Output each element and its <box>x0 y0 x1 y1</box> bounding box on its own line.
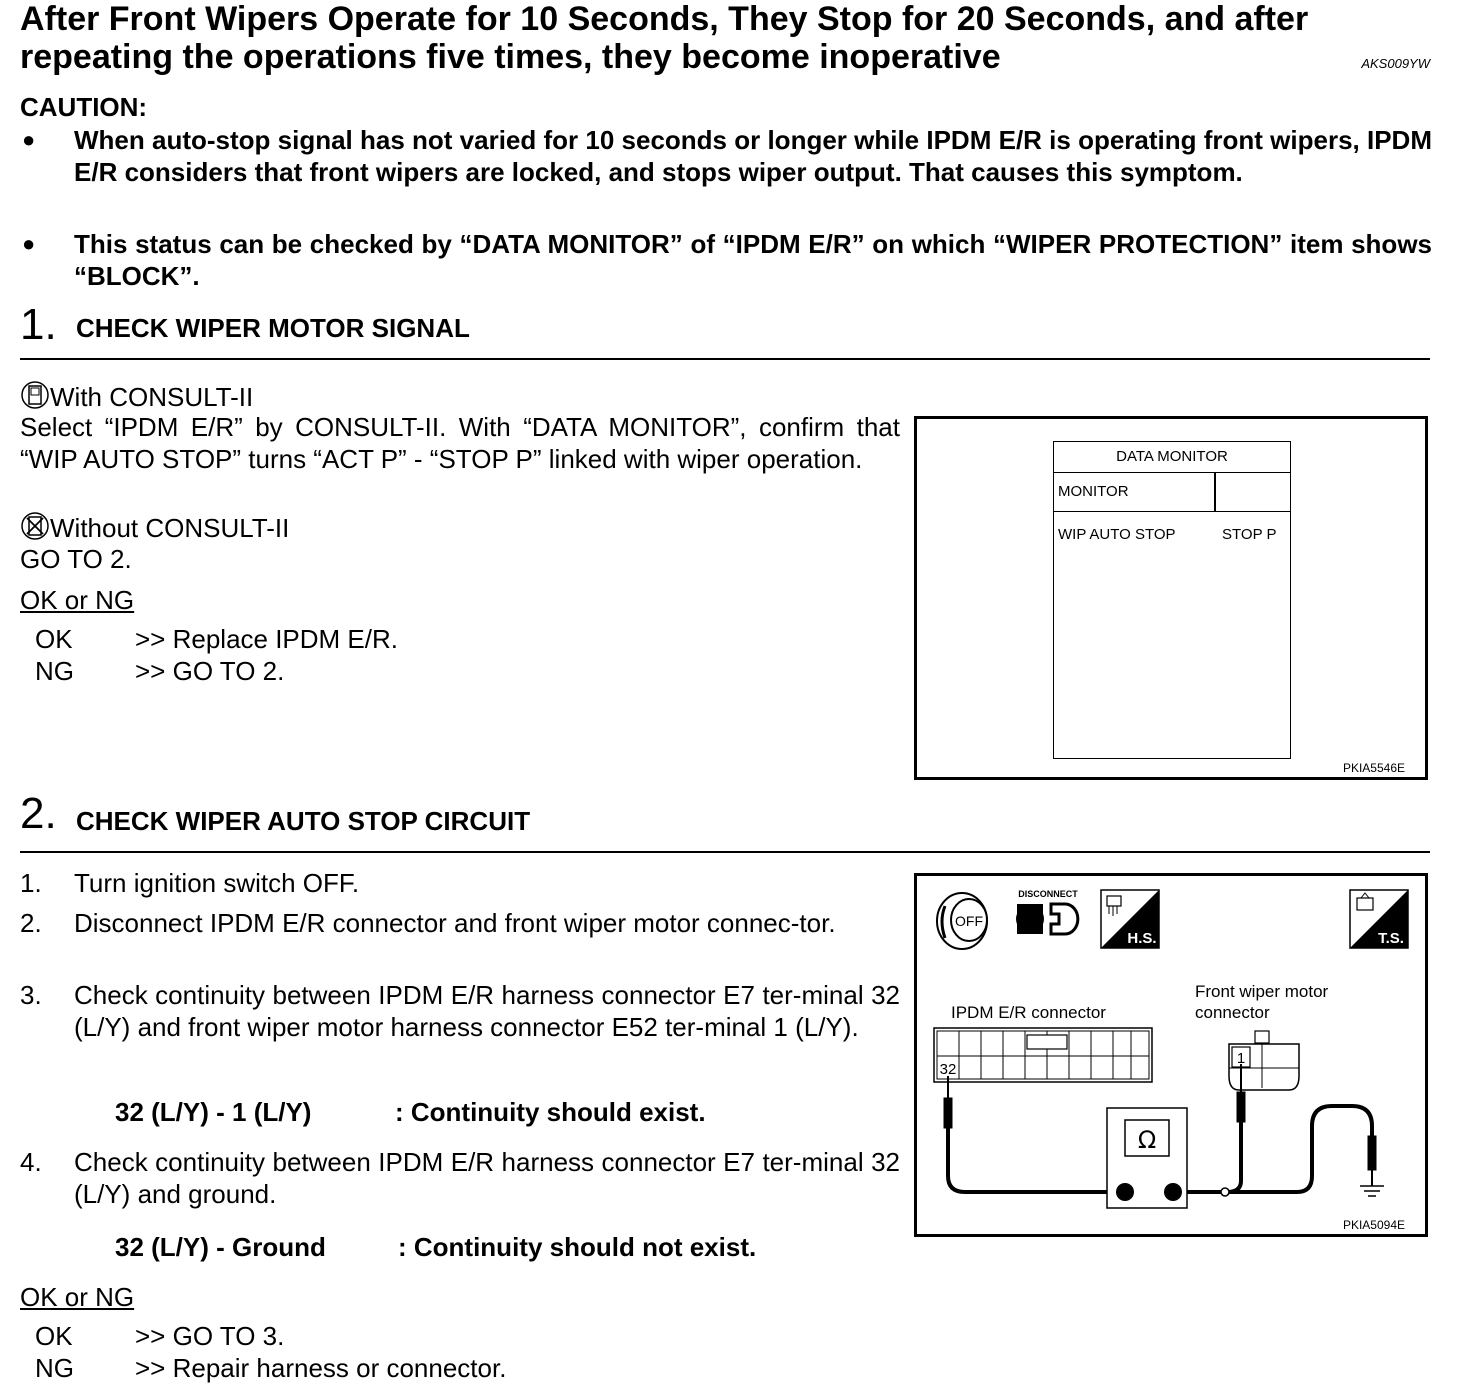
caution-bullet <box>20 124 1432 188</box>
step-1-header <box>20 300 1430 360</box>
without-consult-label: Without CONSULT-II <box>50 513 290 543</box>
divider <box>1214 473 1216 511</box>
ohm-symbol: Ω <box>1137 1126 1157 1154</box>
ipdm-connector-label: IPDM E/R connector <box>951 1003 1106 1022</box>
figure-id: PKIA5546E <box>1342 761 1405 775</box>
item-text: Disconnect IPDM E/R connector and front wiper motor connec-tor. <box>74 908 836 938</box>
motor-terminal-number: 1 <box>1236 1050 1246 1067</box>
bullet-icon: ● <box>22 127 36 152</box>
result-label-ok: OK <box>35 624 73 654</box>
ok-or-ng-heading: OK or NG <box>20 585 135 615</box>
procedure-item <box>20 979 900 1043</box>
page-title-line-1: After Front Wipers Operate for 10 Seconds, They Stop for 20 Seconds, and after <box>20 0 1309 38</box>
step-number: 1. <box>20 300 57 349</box>
caution-bullet <box>20 228 1432 292</box>
circuit-diagram <box>917 876 1425 1234</box>
motor-connector-label-2: connector <box>1195 1003 1270 1022</box>
result-action-ok: >> GO TO 3. <box>135 1321 285 1351</box>
item-text: Turn ignition switch OFF. <box>74 868 360 898</box>
ohmmeter <box>1107 1108 1187 1208</box>
figure-id: PKIA5094E <box>1342 1218 1405 1232</box>
result-action-ng: >> Repair harness or connector. <box>135 1353 507 1383</box>
page-title-line-2: repeating the operations five times, they become inoperative <box>20 38 1001 76</box>
with-consult-label: With CONSULT-II <box>50 382 254 412</box>
wiper-motor-connector <box>1229 1031 1299 1090</box>
item-number: 3. <box>20 980 42 1010</box>
ipdm-terminal-number: 32 <box>939 1061 957 1078</box>
step-number: 2. <box>20 789 57 838</box>
hs-label: H.S. <box>1127 930 1157 947</box>
step-1-instruction: Select “IPDM E/R” by CONSULT-II. With “DATA MONITOR”, confirm that “WIP AUTO STOP” turns “ACT P” - “STOP P” linked with wiper operation. <box>20 412 900 474</box>
procedure-item <box>20 867 900 899</box>
harness-side-icon <box>1101 890 1159 948</box>
monitor-item-value: STOP P <box>1222 526 1277 543</box>
ok-or-ng-heading: OK or NG <box>20 1282 135 1312</box>
data-monitor-screen <box>1053 441 1291 759</box>
result-action-ok: >> Replace IPDM E/R. <box>135 624 398 654</box>
procedure-item <box>20 1146 900 1210</box>
without-consult-line <box>20 511 900 548</box>
screen-title: DATA MONITOR <box>1054 442 1290 473</box>
motor-connector-label-1: Front wiper motor <box>1195 982 1329 1001</box>
spec-result: : Continuity should exist. <box>395 1097 706 1127</box>
step-title: CHECK WIPER MOTOR SIGNAL <box>76 313 470 343</box>
item-number: 1. <box>20 868 42 898</box>
monitor-row <box>1054 473 1290 512</box>
item-number: 4. <box>20 1147 42 1177</box>
document-id: AKS009YW <box>1361 56 1430 71</box>
page-title <box>20 0 1440 76</box>
monitor-label: MONITOR <box>1058 483 1129 500</box>
item-number: 2. <box>20 908 42 938</box>
goto-text: GO TO 2. <box>20 544 132 574</box>
caution-heading: CAUTION: <box>20 92 148 122</box>
ignition-off-icon <box>937 893 987 949</box>
item-text: Check continuity between IPDM E/R harness connector E7 ter-minal 32 (L/Y) and ground. <box>74 1147 900 1209</box>
terminal-side-icon <box>1350 890 1408 948</box>
result-label-ok: OK <box>35 1321 73 1351</box>
key-off-label: OFF <box>955 913 983 929</box>
spec-result: : Continuity should not exist. <box>398 1232 757 1262</box>
monitor-item-name: WIP AUTO STOP <box>1058 526 1176 543</box>
caution-bullet-text: This status can be checked by “DATA MONITOR” of “IPDM E/R” on which “WIPER PROTECTION” item shows “BLOCK”. <box>74 229 1432 291</box>
step-title: CHECK WIPER AUTO STOP CIRCUIT <box>76 806 531 836</box>
spec-terminals: 32 (L/Y) - Ground <box>115 1232 326 1262</box>
ipdm-connector <box>934 1028 1152 1082</box>
data-monitor-figure <box>914 416 1428 780</box>
disconnect-icon <box>1016 889 1078 934</box>
disconnect-label: DISCONNECT <box>1018 889 1078 899</box>
bullet-icon: ● <box>22 231 36 256</box>
step-2-header <box>20 789 1430 853</box>
continuity-check-figure <box>914 873 1428 1237</box>
caution-bullet-text: When auto-stop signal has not varied for 10 seconds or longer while IPDM E/R is operating front wipers, IPDM E/R considers that front wipers are locked, and stops wiper output. That causes this symptom. <box>74 125 1432 187</box>
procedure-item <box>20 907 900 939</box>
result-action-ng: >> GO TO 2. <box>135 656 285 686</box>
ts-label: T.S. <box>1378 930 1404 947</box>
spec-terminals: 32 (L/Y) - 1 (L/Y) <box>115 1097 312 1127</box>
result-label-ng: NG <box>35 1353 74 1383</box>
item-text: Check continuity between IPDM E/R harness connector E7 ter-minal 32 (L/Y) and front wiper motor harness connector E52 ter-minal 1 (L/Y). <box>74 980 900 1042</box>
result-label-ng: NG <box>35 656 74 686</box>
